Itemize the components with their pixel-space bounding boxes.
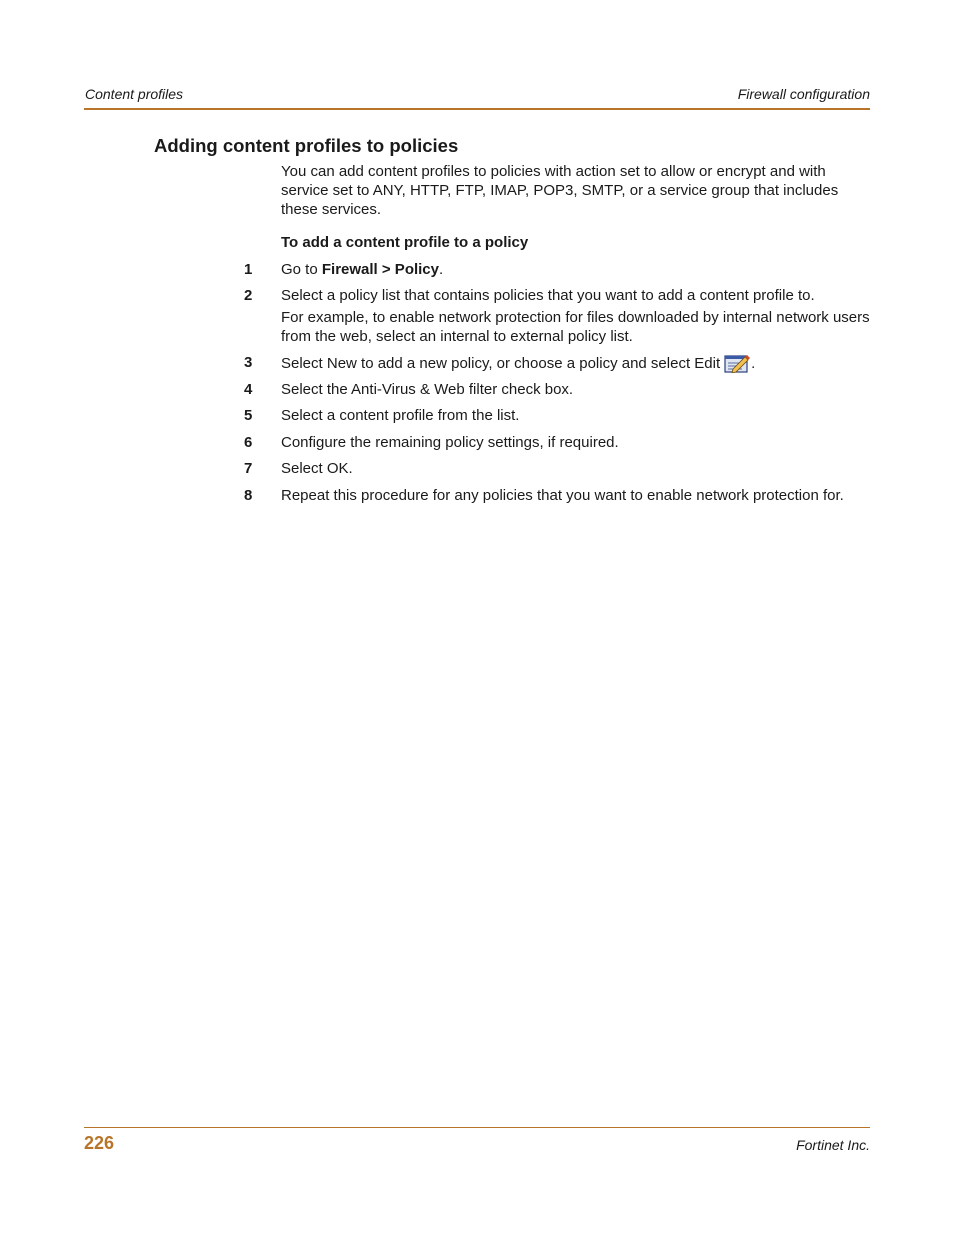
step-text: Select a policy list that contains policies that you want to add a content profile to. [281, 287, 815, 304]
step-text: Go to Firewall > Policy. [281, 261, 444, 278]
menu-path: Firewall > Policy [321, 261, 439, 278]
edit-icon [724, 353, 750, 373]
running-header-right: Firewall configuration [737, 86, 870, 102]
step-text: Configure the remaining policy settings, if required. [281, 434, 619, 451]
running-header-left: Content profiles [85, 86, 184, 102]
step-text: Repeat this procedure for any policies that you want to enable network protection for. [281, 487, 844, 504]
section-title: Adding content profiles to policies [154, 135, 459, 156]
procedure-title: To add a content profile to a policy [281, 234, 529, 251]
step-number: 7 [244, 460, 253, 477]
section-intro: You can add content profiles to policies with action set to allow or encrypt and with service set to ANY, HTTP, FTP, IMAP, POP3, SMTP, or a service group that includes these services. [281, 163, 839, 218]
step-number: 1 [244, 261, 253, 278]
step-number: 8 [244, 487, 253, 504]
step-text: Select New to add a new policy, or choose a policy and select Edit . [281, 355, 756, 372]
footer-rule [84, 1127, 870, 1128]
step-number: 2 [244, 287, 253, 304]
step-text: Select the Anti-Virus & Web filter check box. [281, 381, 574, 398]
step-number: 5 [244, 407, 253, 424]
step-text: Select a content profile from the list. [281, 407, 520, 424]
step-number: 4 [244, 381, 253, 398]
page-number: 226 [84, 1133, 115, 1153]
running-footer-right: Fortinet Inc. [796, 1137, 870, 1153]
header-rule [84, 108, 870, 110]
step-number: 6 [244, 434, 253, 451]
step-number: 3 [244, 354, 253, 371]
step-2-note: For example, to enable network protection for files downloaded by internal network users from the web, select an internal to external policy list. [281, 309, 870, 345]
step-text: Select OK. [281, 460, 353, 477]
